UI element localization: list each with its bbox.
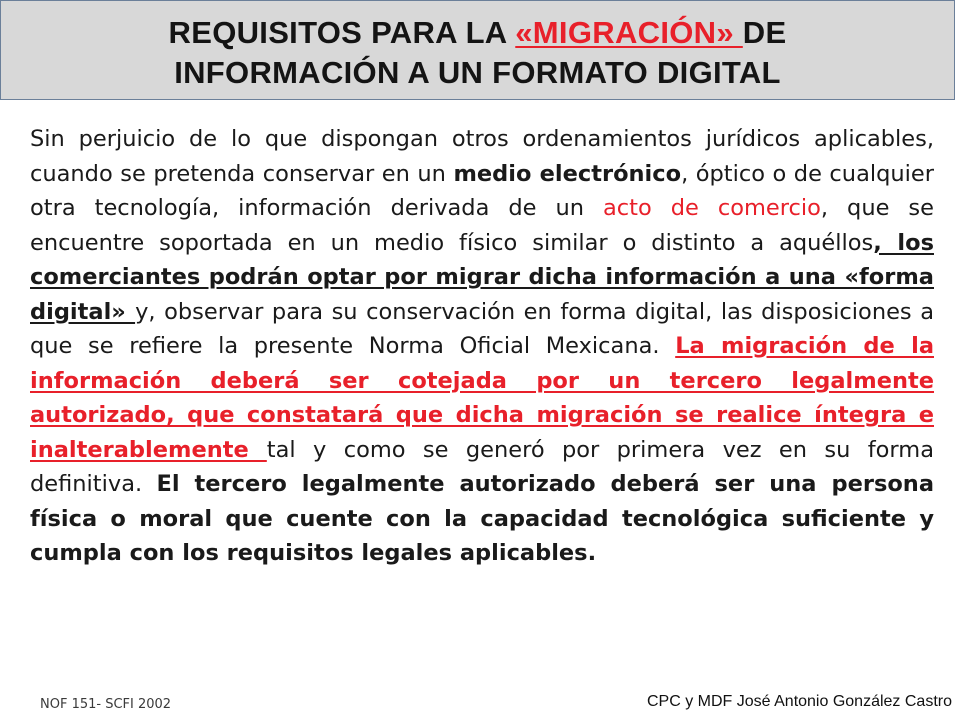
title-highlight: «MIGRACIÓN» — [515, 15, 743, 50]
body-red-underlined-migracion: La migración de la información deberá ser cotejada por un tercero legalmente autorizado, que constatará que dicha migración se realice íntegra e inalterablemente — [30, 333, 934, 463]
body-bold-underlined-comerciantes: , los comerciantes podrán optar por migrar dicha información a una «forma digital» — [30, 229, 934, 325]
body-segment-9: tal y como se generó por primera vez en su forma definitiva. — [30, 436, 934, 497]
body-paragraph — [30, 122, 934, 571]
title-prefix: REQUISITOS PARA LA — [168, 15, 516, 50]
body-segment-1: Sin perjuicio de lo que dispongan otros ordenamientos jurídicos aplicables, cuando se pretenda conservar en un — [30, 126, 934, 187]
title-line-1 — [1, 13, 954, 53]
body-segment-5: , que se encuentre soportada en un medio físico similar o distinto a aquéllos — [30, 195, 934, 256]
body-segment-3: , óptico o de cualquier otra tecnología, información derivada de un — [30, 160, 934, 221]
footer-author: CPC y MDF José Antonio González Castro — [646, 693, 952, 710]
title-banner — [0, 0, 955, 100]
body-red-acto-de-comercio: acto de comercio — [603, 195, 821, 221]
body-bold-tercero: El tercero legalmente autorizado deberá ser una persona física o moral que cuente con la capacidad tecnológica suficiente y cumpla con los requisitos legales aplicables. — [30, 471, 934, 566]
footer-norm-reference: NOF 151- SCFI 2002 — [40, 697, 172, 712]
body-segment-7: y, observar para su conservación en forma digital, las disposiciones a que se refiere la presente Norma Oficial Mexicana. — [30, 298, 934, 359]
title-suffix: DE — [742, 15, 787, 50]
body-bold-medio-electronico: medio electrónico — [453, 160, 682, 187]
title-line-2: INFORMACIÓN A UN FORMATO DIGITAL — [174, 55, 781, 90]
